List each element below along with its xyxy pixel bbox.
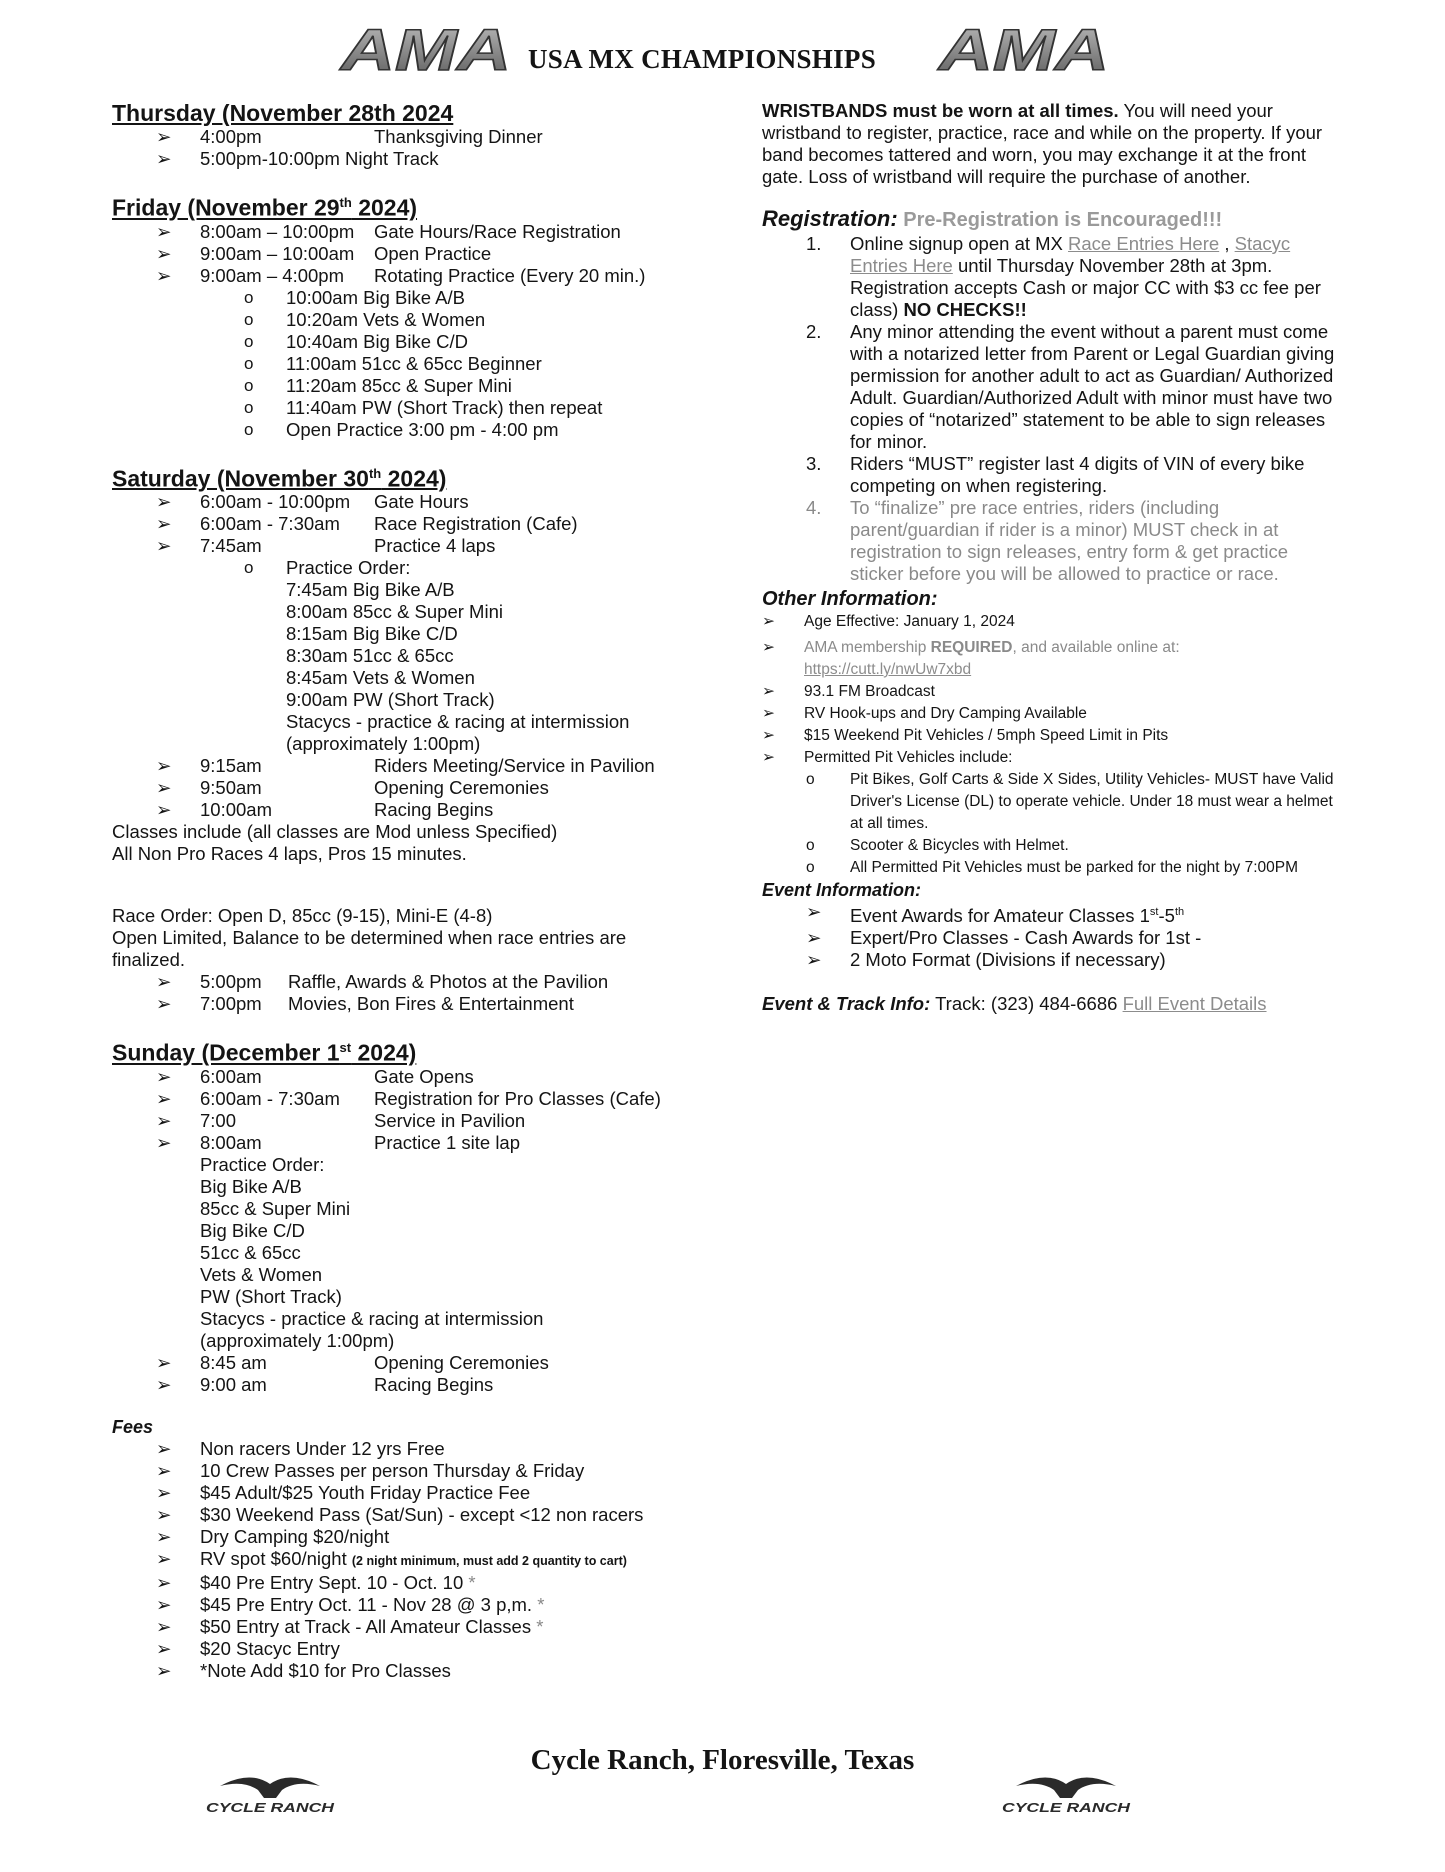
rotation-item: o 10:00am Big Bike A/B	[244, 286, 465, 308]
arrow-icon: ➢	[156, 993, 172, 1015]
svg-text:AMA: AMA	[936, 22, 1109, 78]
race-order: Race Order: Open D, 85cc (9-15), Mini-E (4-8)	[112, 905, 493, 927]
schedule-item: ➢ 9:00 am Racing Begins	[156, 1373, 494, 1395]
arrow-icon: ➢	[156, 535, 172, 557]
arrow-icon: ➢	[156, 1481, 172, 1503]
wristband-notice: WRISTBANDS must be worn at all times. You will need your wristband to register, practice, race and while on the property. If your band becomes tattered and worn, you may exchange it at the front gate. Loss of wristband will require the purchase of another.	[762, 100, 1323, 187]
thursday-heading: Thursday (November 28th 2024	[112, 100, 454, 126]
practice-order-item: 7:45am Big Bike A/B	[286, 579, 455, 601]
schedule-item: ➢ 4:00pm Thanksgiving Dinner	[156, 126, 543, 147]
schedule-item: ➢ 6:00am Gate Opens	[156, 1065, 474, 1087]
race-entries-link[interactable]: Race Entries Here	[1068, 233, 1220, 254]
rotation-item: o 10:40am Big Bike C/D	[244, 330, 469, 352]
arrow-icon: ➢	[762, 639, 775, 656]
arrow-icon: ➢	[156, 799, 172, 821]
other-item: ➢ Age Effective: January 1, 2024	[762, 611, 1342, 633]
fee-item: ➢ RV spot $60/night (2 night minimum, must add 2 quantity to cart)	[156, 1547, 627, 1569]
arrow-icon: ➢	[156, 1615, 172, 1637]
schedule-item: ➢ 6:00am - 7:30am Race Registration (Cafe)	[156, 513, 578, 535]
venue-title: Cycle Ranch, Floresville, Texas	[530, 1744, 915, 1776]
classes-note: Classes include (all classes are Mod unless Specified)	[112, 821, 558, 843]
schedule-column	[112, 100, 732, 1682]
sunday-heading: Sunday (December 1st 2024)	[112, 1039, 417, 1066]
arrow-icon: ➢	[156, 1571, 172, 1593]
practice-order-item: 85cc & Super Mini	[200, 1197, 351, 1219]
arrow-icon: ➢	[156, 1109, 172, 1131]
other-item: ➢ $15 Weekend Pit Vehicles / 5mph Speed Limit in Pits	[762, 725, 1342, 747]
arrow-icon: ➢	[156, 755, 172, 777]
bullet-icon: o	[244, 309, 254, 329]
practice-order-label: o Practice Order:	[244, 557, 411, 579]
pit-vehicle-item: o Scooter & Bicycles with Helmet.	[762, 835, 1342, 857]
schedule-item: ➢ 7:00pm Movies, Bon Fires & Entertainment	[156, 993, 574, 1015]
bullet-icon: o	[244, 331, 254, 351]
other-item: ➢ RV Hook-ups and Dry Camping Available	[762, 703, 1342, 725]
practice-order-item: 8:45am Vets & Women	[286, 667, 475, 689]
arrow-icon: ➢	[156, 264, 172, 286]
race-order: finalized.	[112, 949, 186, 971]
schedule-item: ➢ 6:00am - 7:30am Registration for Pro Classes (Cafe)	[156, 1087, 661, 1109]
arrow-icon: ➢	[156, 220, 172, 242]
arrow-icon: ➢	[762, 727, 775, 744]
fees-heading: Fees	[112, 1416, 154, 1437]
svg-text:CYCLE RANCH: CYCLE RANCH	[1002, 1800, 1131, 1815]
arrow-icon: ➢	[156, 1637, 172, 1659]
bullet-icon: o	[244, 287, 254, 307]
track-info: Event & Track Info: Track: (323) 484-6686 Full Event Details	[762, 993, 1267, 1015]
registration-heading: Registration: Pre-Registration is Encouraged!!!	[762, 206, 1223, 231]
bullet-icon: o	[244, 419, 254, 439]
other-item: ➢ 93.1 FM Broadcast	[762, 681, 1342, 703]
schedule-item: ➢ 9:00am – 4:00pm Rotating Practice (Every 20 min.)	[156, 264, 646, 286]
fee-item: ➢ $40 Pre Entry Sept. 10 - Oct. 10 *	[156, 1571, 476, 1593]
arrow-icon: ➢	[806, 949, 822, 971]
fee-item: ➢ $20 Stacyc Entry	[156, 1637, 340, 1659]
bullet-icon: o	[806, 771, 815, 788]
bullet-icon: o	[244, 397, 254, 417]
practice-order-item: 8:00am 85cc & Super Mini	[286, 601, 503, 623]
schedule-item: ➢ 7:45am Practice 4 laps	[156, 535, 496, 557]
arrow-icon: ➢	[156, 126, 172, 147]
practice-order-item: Stacycs - practice & racing at intermission	[286, 711, 630, 733]
pit-vehicle-item: o All Permitted Pit Vehicles must be parked for the night by 7:00PM	[762, 857, 1342, 879]
other-item: ➢ AMA membership REQUIRED, and available online at: https://cutt.ly/nwUw7xbd	[762, 639, 1180, 678]
rotation-item: o 10:20am Vets & Women	[244, 308, 486, 330]
ama-membership-link[interactable]: https://cutt.ly/nwUw7xbd	[804, 661, 972, 678]
svg-text:CYCLE RANCH: CYCLE RANCH	[206, 1800, 335, 1815]
arrow-icon: ➢	[156, 1659, 172, 1681]
schedule-item: ➢ 7:00 Service in Pavilion	[156, 1109, 526, 1131]
schedule-item: ➢ 8:45 am Opening Ceremonies	[156, 1351, 549, 1373]
page-title: USA MX CHAMPIONSHIPS	[528, 44, 877, 74]
fee-item: ➢ $50 Entry at Track - All Amateur Classes *	[156, 1615, 544, 1637]
fee-item: ➢ $45 Pre Entry Oct. 11 - Nov 28 @ 3 p,m. *	[156, 1593, 545, 1615]
header	[0, 22, 1445, 82]
arrow-icon: ➢	[156, 1087, 172, 1109]
arrow-icon: ➢	[762, 613, 775, 630]
practice-order-item: Stacycs - practice & racing at intermission	[200, 1307, 544, 1329]
arrow-icon: ➢	[156, 971, 172, 993]
schedule-item: ➢ 5:00pm-10:00pm Night Track	[156, 148, 439, 169]
fee-item: ➢ $45 Adult/$25 Youth Friday Practice Fee	[156, 1481, 531, 1503]
practice-order-item: 8:15am Big Bike C/D	[286, 623, 458, 645]
schedule-item: ➢ 10:00am Racing Begins	[156, 799, 494, 821]
cycle-ranch-logo-left	[200, 1768, 340, 1828]
fee-item: ➢ 10 Crew Passes per person Thursday & Friday	[156, 1459, 585, 1481]
registration-item: 3. Riders “MUST” register last 4 digits of VIN of every bike competing on when registering.	[806, 453, 1305, 496]
rotation-item: o Open Practice 3:00 pm - 4:00 pm	[244, 418, 559, 440]
arrow-icon: ➢	[156, 1459, 172, 1481]
arrow-icon: ➢	[156, 777, 172, 799]
schedule-item: ➢ 6:00am - 10:00pm Gate Hours	[156, 491, 469, 513]
practice-order-item: (approximately 1:00pm)	[286, 733, 481, 755]
bullet-icon: o	[806, 837, 815, 854]
schedule-item: ➢ 8:00am Practice 1 site lap	[156, 1131, 521, 1153]
bullet-icon: o	[244, 375, 254, 395]
svg-text:AMA: AMA	[338, 22, 511, 78]
schedule-item: ➢ 9:15am Riders Meeting/Service in Pavilion	[156, 755, 655, 777]
info-column	[762, 100, 1342, 1015]
arrow-icon: ➢	[762, 705, 775, 722]
bullet-icon: o	[244, 353, 254, 373]
event-item: ➢ Event Awards for Amateur Classes 1st-5th	[806, 901, 1185, 927]
arrow-icon: ➢	[156, 1593, 172, 1615]
cycle-ranch-logo-right	[996, 1768, 1136, 1828]
full-event-details-link[interactable]: Full Event Details	[1122, 993, 1267, 1015]
arrow-icon: ➢	[156, 1547, 172, 1569]
arrow-icon: ➢	[156, 1351, 172, 1373]
registration-item: 1. Online signup open at MX Race Entries Here , Stacyc Entries Here until Thursday November 28th at 3pm. Registration accepts Cash or major CC with $3 cc fee per class) NO CHECKS!!	[806, 233, 1321, 320]
registration-item: 4. To “finalize” pre race entries, riders (including parent/guardian if rider is a minor) MUST check in at registration to sign releases, entry form & get practice sticker before you will be allowed to practice or race.	[806, 497, 1289, 584]
pit-vehicle-item: o Pit Bikes, Golf Carts & Side X Sides, Utility Vehicles- MUST have Valid Driver's License (DL) to operate vehicle. Under 18 must wear a helmet at all times.	[806, 771, 1334, 832]
arrow-icon: ➢	[156, 1373, 172, 1395]
event-info-heading: Event Information:	[762, 880, 922, 900]
arrow-icon: ➢	[156, 1437, 172, 1459]
arrow-icon: ➢	[156, 513, 172, 535]
other-item: ➢ Permitted Pit Vehicles include:	[762, 747, 1342, 769]
arrow-icon: ➢	[156, 491, 172, 513]
ama-logo-left	[336, 22, 516, 78]
practice-order-item: Big Bike A/B	[200, 1175, 302, 1197]
event-item: ➢ 2 Moto Format (Divisions if necessary)	[806, 949, 1166, 971]
event-item: ➢ Expert/Pro Classes - Cash Awards for 1st -	[806, 927, 1202, 949]
schedule-item: ➢ 9:50am Opening Ceremonies	[156, 777, 549, 799]
stacyc-entries-link[interactable]: Stacyc Entries Here	[850, 233, 1291, 276]
laps-note: All Non Pro Races 4 laps, Pros 15 minutes.	[112, 843, 467, 865]
practice-order-item: PW (Short Track)	[200, 1285, 342, 1307]
schedule-item: ➢ 5:00pm Raffle, Awards & Photos at the Pavilion	[156, 971, 609, 993]
arrow-icon: ➢	[806, 901, 822, 922]
schedule-item: ➢ 8:00am – 10:00pm Gate Hours/Race Registration	[156, 220, 621, 242]
fee-item: ➢ $30 Weekend Pass (Sat/Sun) - except <12 non racers	[156, 1503, 644, 1525]
arrow-icon: ➢	[156, 242, 172, 264]
race-order: Open Limited, Balance to be determined when race entries are	[112, 927, 627, 949]
arrow-icon: ➢	[762, 683, 775, 700]
arrow-icon: ➢	[156, 1131, 172, 1153]
arrow-icon: ➢	[156, 1525, 172, 1547]
schedule-item: ➢ 9:00am – 10:00am Open Practice	[156, 242, 492, 264]
arrow-icon: ➢	[762, 749, 775, 766]
arrow-icon: ➢	[156, 148, 172, 169]
practice-order-item: (approximately 1:00pm)	[200, 1329, 395, 1351]
practice-order-item: Vets & Women	[200, 1263, 323, 1285]
rotation-item: o 11:20am 85cc & Super Mini	[244, 374, 512, 396]
rotation-item: o 11:00am 51cc & 65cc Beginner	[244, 352, 542, 374]
bullet-icon: o	[244, 558, 254, 578]
saturday-heading: Saturday (November 30th 2024)	[112, 465, 447, 492]
practice-order-item: 9:00am PW (Short Track)	[286, 689, 495, 711]
practice-order-item: 51cc & 65cc	[200, 1241, 301, 1263]
bullet-icon: o	[806, 859, 815, 876]
practice-order-item: Big Bike C/D	[200, 1219, 305, 1241]
practice-order-item: 8:30am 51cc & 65cc	[286, 645, 454, 667]
rotation-item: o 11:40am PW (Short Track) then repeat	[244, 396, 603, 418]
fee-item: ➢ *Note Add $10 for Pro Classes	[156, 1659, 451, 1681]
arrow-icon: ➢	[806, 927, 822, 949]
friday-heading: Friday (November 29th 2024)	[112, 194, 418, 221]
fee-item: ➢ Dry Camping $20/night	[156, 1525, 390, 1547]
other-info-heading: Other Information:	[762, 588, 938, 610]
ama-logo-right	[934, 22, 1114, 78]
arrow-icon: ➢	[156, 1065, 172, 1087]
registration-item: 2. Any minor attending the event without a parent must come with a notarized letter from Parent or Legal Guardian giving permission for another adult to act as Guardian/ Authorized Adult. Guardian/Authorized Adult with minor must have two copies of “notarized” statement to be able to sign releases for minor.	[806, 321, 1335, 452]
fee-item: ➢ Non racers Under 12 yrs Free	[156, 1437, 445, 1459]
practice-order-item: Practice Order:	[200, 1153, 325, 1175]
arrow-icon: ➢	[156, 1503, 172, 1525]
